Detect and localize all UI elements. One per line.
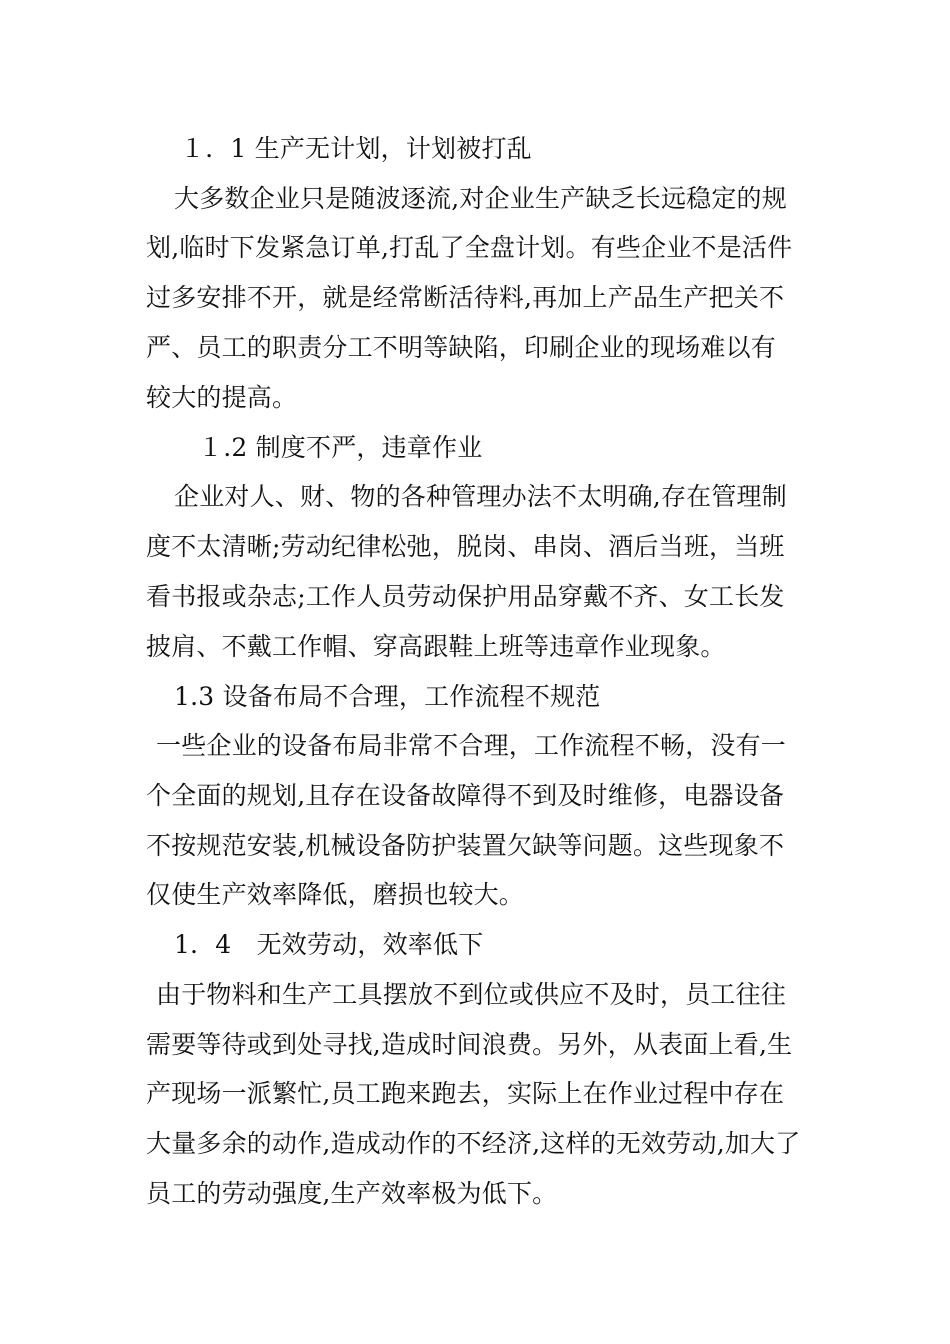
- section-4-line-2: 需要等待或到处寻找,造成时间浪费。另外，从表面上看,生: [146, 1030, 793, 1059]
- section-3-line-3: 不按规范安装,机械设备防护装置欠缺等问题。这些现象不: [146, 831, 785, 860]
- section-3-line-4: 仅使生产效率降低，磨损也较大。: [146, 880, 525, 909]
- section-4-line-1: 由于物料和生产工具摆放不到位或供应不及时，员工往往: [156, 980, 787, 1009]
- section-1-heading: １．1 生产无计划，计划被打乱: [180, 134, 532, 163]
- section-2-heading: １.2 制度不严，违章作业: [198, 433, 483, 462]
- section-4-line-4: 大量多余的动作,造成动作的不经济,这样的无效劳动,加大了: [146, 1129, 801, 1158]
- section-4-line-3: 产现场一派繁忙,员工跑来跑去，实际上在作业过程中存在: [146, 1079, 785, 1108]
- section-1-line-3: 过多安排不开，就是经常断活待料,再加上产品生产把关不: [146, 283, 785, 312]
- section-1-line-2: 划,临时下发紧急订单,打乱了全盘计划。有些企业不是活件: [146, 233, 793, 262]
- section-1-line-4: 严、员工的职责分工不明等缺陷，印刷企业的现场难以有: [146, 333, 777, 362]
- section-3-line-2: 个全面的规划,且存在设备故障得不到及时维修，电器设备: [146, 781, 785, 810]
- section-2-line-1: 企业对人、财、物的各种管理办法不太明确,存在管理制: [174, 482, 787, 511]
- section-4-line-5: 员工的劳动强度,生产效率极为低下。: [146, 1179, 558, 1208]
- section-3-heading: 1.3 设备布局不合理，工作流程不规范: [174, 682, 601, 711]
- section-4-heading: 1．4 无效劳动，效率低下: [174, 930, 484, 959]
- section-2-line-4: 披肩、不戴工作帽、穿高跟鞋上班等违章作业现象。: [146, 632, 726, 661]
- section-3-line-1: 一些企业的设备布局非常不合理，工作流程不畅，没有一: [156, 731, 787, 760]
- section-1-line-1: 大多数企业只是随波逐流,对企业生产缺乏长远稳定的规: [174, 184, 787, 213]
- section-2-line-3: 看书报或杂志;工作人员劳动保护用品穿戴不齐、女工长发: [146, 582, 785, 611]
- section-2-line-2: 度不太清晰;劳动纪律松弛，脱岗、串岗、酒后当班，当班: [146, 532, 785, 561]
- section-1-line-5: 较大的提高。: [146, 383, 298, 412]
